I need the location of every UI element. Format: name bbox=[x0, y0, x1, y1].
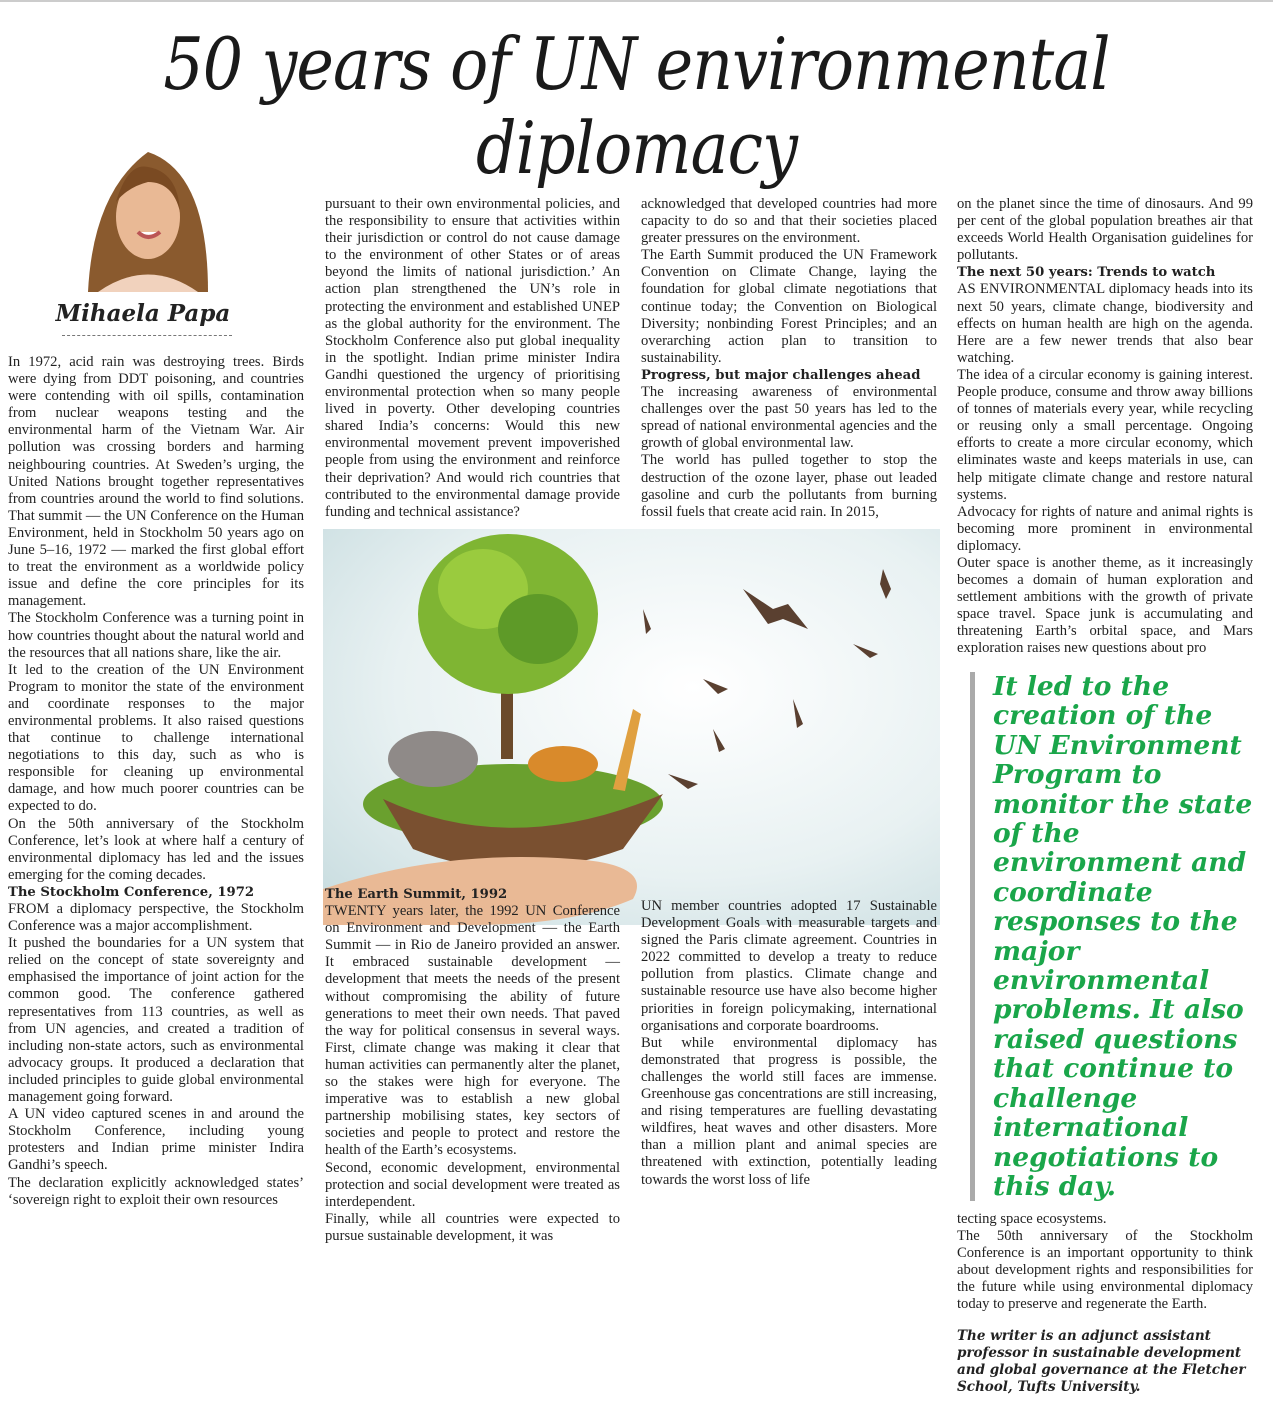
column-2-top bbox=[325, 196, 620, 521]
paragraph: tecting space ecosystems. bbox=[957, 1211, 1107, 1227]
paragraph: UN member countries adopted 17 Sustainable Development Goals with measurable targets and signed the Paris climate agreement. Countries in 2022 committed to develop a treaty to reduce pollution from plastics. Climate change and sustainable resource use have also become higher priorities in foreign policymaking, international organisations and corporate boardrooms. bbox=[641, 898, 937, 1034]
top-rule bbox=[0, 0, 1273, 2]
paragraph: Finally, while all countries were expected to pursue sustainable development, it was bbox=[325, 1210, 620, 1244]
paragraph: The idea of a circular economy is gaining interest. People produce, consume and throw away billions of tonnes of materials every year, while recycling or reusing only a small percentage. Ongoing efforts to create a more circular economy, which eliminates waste and keeps materials in use, can help mitigate climate change and restore natural systems. bbox=[957, 366, 1253, 503]
rhino bbox=[388, 731, 478, 787]
paragraph: In 1972, acid rain was destroying trees. Birds were dying from DDT poisoning, and countries were contending with oil spills, contamination from nuclear weapons testing and the environmental harm of the Vietnam War. Air pollution was crossing borders and harming neighbouring countries. At Sweden’s urging, the United Nations brought together representatives from countries around the world to find solutions. That summit — the UN Conference on the Human Environment, held in Stockholm 50 years ago on June 5–16, 1972 — marked the first global effort to treat the environment as a worldwide policy issue and define the core principles for its management. bbox=[8, 354, 304, 610]
author-photo bbox=[68, 132, 228, 292]
paragraph: The world has pulled together to stop the destruction of the ozone layer, phase out leaded gasoline and curb the pollutants from burning fossil fuels that create acid rain. In 2015, bbox=[641, 452, 937, 520]
section-heading: The Stockholm Conference, 1972 bbox=[8, 884, 255, 900]
paragraph: The increasing awareness of environmental challenges over the past 50 years has led to the spread of national environmental agencies and the growth of global environmental law. bbox=[641, 384, 937, 452]
paragraph: Second, economic development, environmental protection and social development were treated as interdependent. bbox=[325, 1159, 620, 1210]
paragraph: Outer space is another theme, as it increasingly becomes a domain of human exploration and settlement ambitions with the growth of private space travel. Space junk is accumulating and threatening Earth’s orbital space, and Mars exploration raises new questions about pro bbox=[957, 554, 1253, 657]
tiger bbox=[528, 746, 598, 782]
column-4-bottom bbox=[957, 1211, 1253, 1314]
article-illustration bbox=[323, 529, 940, 925]
paragraph: acknowledged that developed countries had more capacity to do so and that their societies placed greater pressures on the environment. bbox=[641, 196, 937, 247]
paragraph: on the planet since the time of dinosaurs. And 99 per cent of the global population breathes air that exceeds World Health Organisation guidelines for pollutants. bbox=[957, 196, 1253, 264]
column-4-top bbox=[957, 196, 1253, 658]
paragraph: The 50th anniversary of the Stockholm Conference is an important opportunity to think about development rights and responsibilities for the future while using environmental diplomacy today to preserve and regenerate the Earth. bbox=[957, 1228, 1253, 1313]
paragraph: AS ENVIRONMENTAL diplomacy heads into its next 50 years, climate change, biodiversity and effects on human health are high on the agenda. Here are a few newer trends that also bear watching. bbox=[957, 281, 1253, 366]
paragraph: Advocacy for rights of nature and animal rights is becoming more prominent in environmental diplomacy. bbox=[957, 503, 1253, 554]
column-1 bbox=[8, 354, 304, 1209]
paragraph: A UN video captured scenes in and around the Stockholm Conference, including young protesters and Indian prime minister Indira Gandhi’s speech. bbox=[8, 1106, 304, 1174]
headline: 50 years of UN environmental diplomacy bbox=[163, 22, 1110, 190]
paragraph: It led to the creation of the UN Environment Program to monitor the state of the environment and coordinate responses to the major environmental problems. It also raised questions that continue to challenge international negotiations to this day, such as who is responsible for cleaning up environmental damage, and how much poorer countries can be expected to do. bbox=[8, 661, 304, 815]
section-heading: Progress, but major challenges ahead bbox=[641, 367, 921, 383]
writer-note: The writer is an adjunct assistant professor in sustainable development and global governance at the Fletcher School, Tufts University. bbox=[957, 1328, 1246, 1395]
column-3-top bbox=[641, 196, 937, 521]
byline-divider bbox=[62, 335, 232, 336]
paragraph: The Stockholm Conference was a turning point in how countries thought about the natural world and the resources that all nations share, like the air. bbox=[8, 610, 304, 661]
paragraph: The declaration explicitly acknowledged states’ ‘sovereign right to exploit their own resources bbox=[8, 1174, 304, 1208]
paragraph: pursuant to their own environmental policies, and the responsibility to ensure that activities within their jurisdiction or control do not cause damage to the environment of other States or of areas beyond the limits of national jurisdiction.’ An action plan strengthened the UN’s role in protecting the environment and established UNEP as the global authority for the environment. The Stockholm Conference also put global inequality in the spotlight. Indian prime minister Indira Gandhi questioned the urgency of prioritising environmental protection when so many people lived in poverty. Other developing countries shared India’s concerns: Would this new environmental movement prevent impoverished people from using the environment and reinforce their deprivation? And would rich countries that contributed to the environmental damage provide funding and technical assistance? bbox=[325, 196, 620, 520]
paragraph: TWENTY years later, the 1992 UN Conference on Environment and Development — the Earth Summit — in Rio de Janeiro provided an answer. It embraced sustainable development — development that meets the needs of the present without compromising the ability of future generations to meet their own needs. That paved the way for political consensus in several ways. First, climate change was making it clear that human activities can permanently alter the planet, so the stakes were high for everyone. The imperative was to establish a new global partnership mobilising states, key sectors of societies and people to protect and restore the health of the Earth’s ecosystems. bbox=[325, 903, 620, 1159]
paragraph: It pushed the boundaries for a UN system that relied on the concept of state sovereignty and emphasised the importance of joint action for the common good. The conference gathered representatives from 113 countries, as well as from UN agencies, and created a tradition of including non-state actors, such as environmental advocacy groups. It produced a declaration that included principles to guide global environmental management going forward. bbox=[8, 935, 304, 1106]
paragraph: But while environmental diplomacy has demonstrated that progress is possible, the challenges the world still faces are immense. Greenhouse gas concentrations are still increasing, and rising temperatures are fuelling devastating wildfires, heat waves and other disasters. More than a million plant and animal species are threatened with extinction, potentially leading towards the worst loss of life bbox=[641, 1034, 937, 1188]
pull-quote: It led to the creation of the UN Environment Program to monitor the state of the environment and coordinate responses to the major environmental problems. It also raised questions that continue to challenge international negotiations to this day. bbox=[970, 672, 1258, 1201]
paragraph: The Earth Summit produced the UN Framework Convention on Climate Change, laying the foundation for global climate negotiations that continue today; the Convention on Biological Diversity; nonbinding Forest Principles; and an overarching action plan to transition to sustainability. bbox=[641, 247, 937, 366]
section-heading: The Earth Summit, 1992 bbox=[325, 887, 508, 902]
byline: Mihaela Papa bbox=[55, 300, 231, 327]
paragraph: FROM a diplomacy perspective, the Stockholm Conference was a major accomplishment. bbox=[8, 901, 304, 935]
section-heading: The next 50 years: Trends to watch bbox=[957, 265, 1216, 281]
column-3-bottom bbox=[641, 898, 937, 1189]
paragraph: On the 50th anniversary of the Stockholm Conference, let’s look at where half a century of environmental diplomacy has led and the issues emerging for the coming decades. bbox=[8, 815, 304, 883]
column-2-bottom bbox=[325, 886, 620, 1245]
